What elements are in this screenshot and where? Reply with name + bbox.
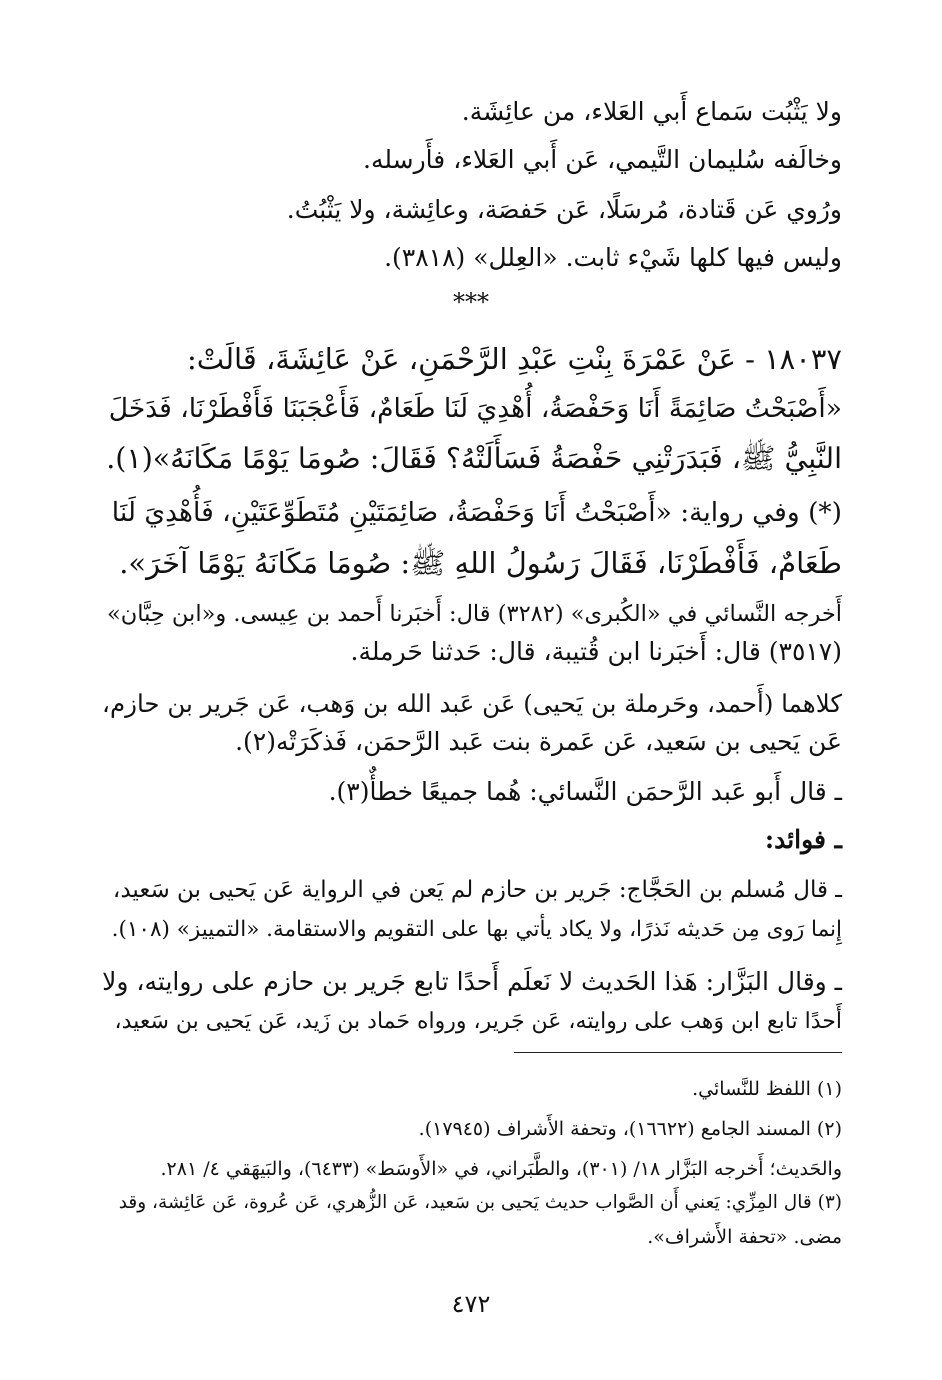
takhrij-line-5: ـ قال أَبو عَبد الرَّحمَن النَّسائي: هُما جميعًا خطأٌ(٣). bbox=[328, 777, 842, 806]
fawaid-line-3: ـ وقال البَزَّار: هَذا الحَديث لا نَعلَم أَحدًا تابع جَرير بن حازم على روايته، ولا bbox=[102, 967, 842, 996]
intro-line-4: وليس فيها كلها شَيْء ثابت. «العِلل» (٣٨١٨). bbox=[384, 243, 842, 272]
page-number: ٤٧٢ bbox=[451, 1290, 491, 1318]
footnote-3-continuation: مضى. «تحفة الأَشراف». bbox=[647, 1226, 842, 1248]
footnote-2: (٢) المسند الجامع (١٦٦٢٢)، وتحفة الأَشراف (١٧٩٤٥). bbox=[418, 1118, 842, 1140]
takhrij-line-2: (٣٥١٧) قال: أَخبَرنا ابن قُتيبة، قال: حَدثنا حَرملة. bbox=[350, 637, 842, 666]
footnote-3: (٣) قال المِزِّي: يَعني أَن الصَّواب حديث يَحيى بن سَعيد، عَن الزُّهري، عَن عُروة، عَن عَائِشة، وقد bbox=[118, 1192, 842, 1213]
hadith-text-line-1: «أَصْبَحْتُ صَائِمَةً أَنَا وَحَفْصَةُ، أُهْدِيَ لَنَا طَعَامٌ، فَأَعْجَبَنَا فَأَفْطَرْنَا، فَدَخَلَ bbox=[108, 393, 842, 424]
intro-line-2: وخالَفه سُليمان التَّيمي، عَن أَبي العَلاء، فأَرسله. bbox=[363, 145, 842, 174]
takhrij-line-4: عَن يَحيى بن سَعيد، عَن عَمرة بنت عَبد الرَّحمَن، فَذكَرَتْه(٢). bbox=[235, 727, 842, 756]
hadith-variant-line-2: طَعَامٌ، فَأَفْطَرْنَا، فَقَالَ رَسُولُ اللهِ ﷺ: صُومَا مَكَانَهُ يَوْمًا آخَرَ». bbox=[119, 546, 842, 580]
footnote-divider bbox=[514, 1052, 842, 1053]
footnote-1: (١) اللفظ للنَّسائي. bbox=[692, 1078, 842, 1100]
fawaid-line-4: أَحدًا تابع ابن وَهب على روايته، عَن جَرير، ورواه حَماد بن زَيد، عَن يَحيى بن سَعيد، bbox=[114, 1009, 842, 1034]
section-separator: *** bbox=[453, 288, 489, 316]
takhrij-line-3: كلاهما (أَحمد، وحَرملة بن يَحيى) عَن عَبد الله بن وَهب، عَن جَرير بن حازم، bbox=[102, 689, 842, 718]
hadith-variant-line-1: (*) وفي رواية: «أَصْبَحْتُ أَنَا وَحَفْصَةُ، صَائِمَتَيْنِ مُتَطَوِّعَتَيْنِ، فَأُهْدِيَ لَنَا bbox=[111, 497, 842, 528]
footnote-2-continuation: والحَديث؛ أَخرجه البَزَّار ١٨/ (٣٠١)، والطَّبَراني، في «الأَوسَط» (٦٤٣٣)، والبَيهَقي ٤/ ٢٨١. bbox=[160, 1158, 842, 1180]
intro-line-1: ولا يَثْبُت سَماع أَبي العَلاء، من عائِشَة. bbox=[461, 97, 842, 126]
fawaid-line-1: ـ قال مُسلم بن الحَجَّاج: جَرير بن حازم لم يَعن في الرواية عَن يَحيى بن سَعيد، bbox=[112, 877, 842, 903]
fawaid-line-2: إِنما رَوى مِن حَديثه نَذرًا، ولا يكاد يأتي بها على التقويم والاستقامة. «التمييز» (١٠٨). bbox=[111, 917, 842, 942]
hadith-text-line-2: النَّبِيُّ ﷺ، فَبَدَرَتْنِي حَفْصَةُ فَسَأَلَتْهُ؟ فَقَالَ: صُومَا يَوْمًا مَكَانَهُ»(١). bbox=[106, 442, 842, 475]
fawaid-heading: ـ فوائد: bbox=[764, 825, 842, 854]
hadith-number-line: ١٨٠٣٧ - عَنْ عَمْرَةَ بِنْتِ عَبْدِ الرَّحْمَنِ، عَنْ عَائِشَةَ، قَالَتْ: bbox=[186, 342, 842, 376]
intro-line-3: ورُوي عَن قَتادة، مُرسَلًا، عَن حَفصَة، وعائِشة، ولا يَثْبُتُ. bbox=[286, 195, 842, 224]
takhrij-line-1: أَخرجه النَّسائي في «الكُبرى» (٣٢٨٢) قال: أَخبَرنا أَحمد بن عِيسى. و«ابن حِبَّان» bbox=[106, 601, 842, 627]
